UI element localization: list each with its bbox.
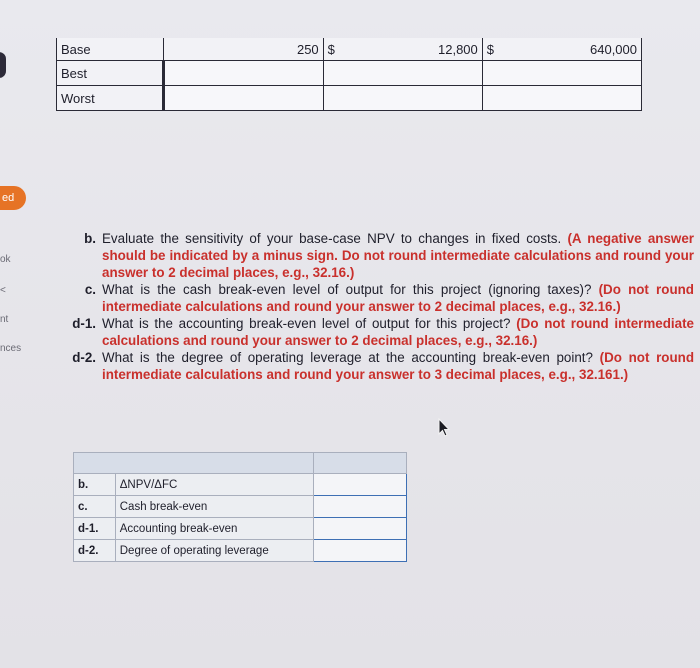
answer-label: Degree of operating leverage [115,540,314,562]
worst-price-input[interactable] [323,86,482,111]
question-tag: d-2. [72,350,96,365]
table-row [57,61,642,86]
table-row [74,474,407,496]
row-label: Worst [57,86,164,111]
mouse-cursor-icon [437,418,451,438]
units-value: 250 [296,41,319,57]
question-text [102,230,694,281]
question-note: (Do not round intermediate calculations and round your answer to 2 decimal places, e.g., 32.16.) [102,316,695,348]
best-price-input[interactable] [323,61,482,86]
question-note: (Do not round intermediate calculations and round your answer to 2 decimal places, e.g., 32.16.) [102,282,694,314]
question-body: What is the degree of operating leverage at the accounting break-even point? [102,350,593,365]
best-total-input[interactable] [482,61,641,86]
currency-symbol: $ [486,42,494,57]
question-tag: d-1. [72,316,96,331]
table-row [57,38,642,61]
question-text [102,349,694,383]
total-value: 640,000 [590,41,637,57]
row-label: Base [57,38,164,61]
sidebar-edge [0,0,40,668]
question-item [62,315,694,349]
answer-label: Accounting break-even [115,518,314,540]
best-units-input[interactable] [163,61,323,86]
scenario-table [56,38,642,111]
accounting-breakeven-input[interactable] [314,518,407,540]
price-value: 12,800 [438,41,478,57]
dol-input[interactable] [314,540,407,562]
npv-sensitivity-input[interactable] [314,474,407,496]
table-row [74,518,407,540]
question-item [62,230,694,281]
question-item [62,349,694,383]
answer-table-header [74,453,407,474]
question-body: What is the cash break-even level of output for this project (ignoring taxes)? [102,282,592,297]
header-cell [74,453,314,474]
answer-label: Cash break-even [115,496,314,518]
header-cell [314,453,407,474]
sidebar-status-badge[interactable]: ed [0,186,26,210]
table-row [57,86,642,111]
units-cell [163,38,323,61]
answer-table [73,452,407,562]
cash-breakeven-input[interactable] [314,496,407,518]
sidebar-fragment[interactable]: nt [0,314,9,325]
answer-key: d-2. [74,540,116,562]
worst-total-input[interactable] [482,86,641,111]
question-tag: b. [84,231,96,246]
question-body: What is the accounting break-even level of output for this project? [102,316,511,331]
sidebar-dot [0,52,6,78]
sidebar-fragment[interactable]: nces [0,343,22,354]
answer-key: b. [74,474,116,496]
question-note: (Do not round intermediate calculations and round your answer to 3 decimal places, e.g., 32.161.) [102,350,694,382]
sidebar-fragment[interactable]: ok [0,254,11,265]
question-text [102,315,694,349]
question-note: (A negative answer should be indicated by a minus sign. Do not round intermediate calculations and round your answer to 2 decimal places, e.g., 32.16.) [102,231,694,280]
sidebar-fragment[interactable]: < [0,285,6,296]
worst-units-input[interactable] [163,86,323,111]
row-label: Best [57,61,164,86]
answer-label: ΔNPV/ΔFC [115,474,314,496]
answer-key: d-1. [74,518,116,540]
price-cell [323,38,482,61]
question-text [102,281,694,315]
question-instructions [62,230,694,383]
question-body: Evaluate the sensitivity of your base-case NPV to changes in fixed costs. [102,231,562,246]
table-row [74,496,407,518]
currency-symbol: $ [327,42,335,57]
answer-key: c. [74,496,116,518]
table-row [74,540,407,562]
question-tag: c. [84,282,96,297]
total-cell [482,38,641,61]
question-item [62,281,694,315]
